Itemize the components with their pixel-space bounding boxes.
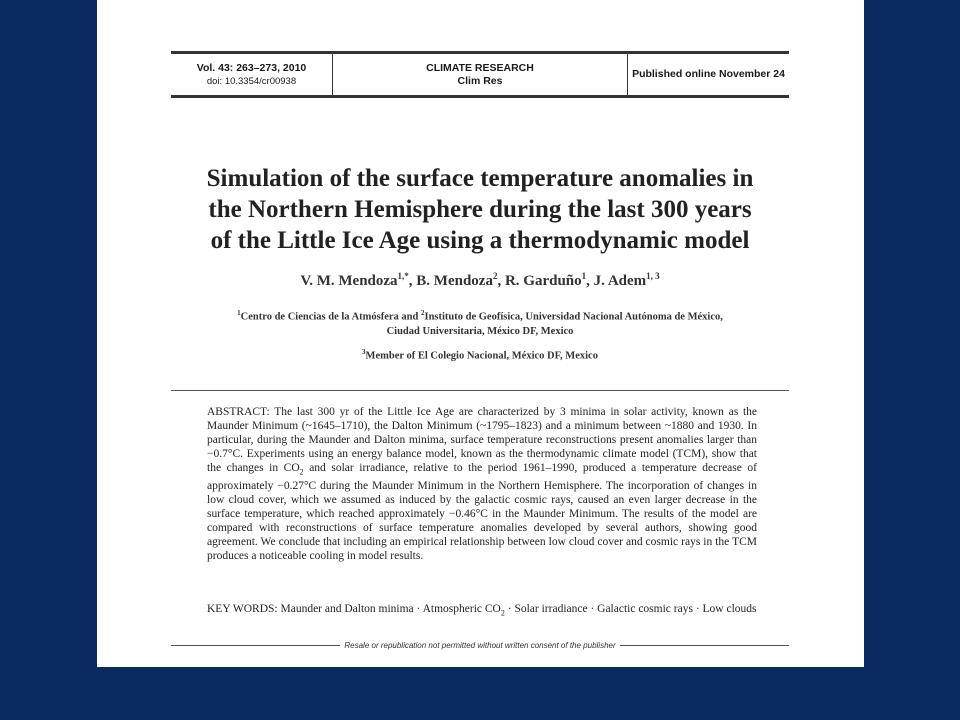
- author-separator: ,: [408, 273, 417, 289]
- affil-text: Instituto de Geofísica, Universidad Nacional Autónoma de México,: [424, 311, 723, 323]
- affil-sup: 3: [362, 347, 366, 356]
- author-affil-sup: 2: [492, 271, 498, 281]
- title-line: the Northern Hemisphere during the last 300 years: [208, 196, 752, 223]
- volume-info: [171, 54, 333, 95]
- author-affil-sup: 1: [581, 271, 587, 281]
- keywords-label: KEY WORDS:: [207, 603, 278, 615]
- journal-name: [333, 54, 628, 95]
- section-divider: [171, 390, 789, 391]
- author-affil-sup: 1,*: [397, 271, 409, 281]
- affil-text: Member of El Colegio Nacional, México DF, Mexico: [365, 350, 598, 361]
- author-affil-sup: 1, 3: [646, 271, 660, 281]
- keywords-text: Maunder and Dalton minima · Atmospheric CO: [277, 603, 501, 615]
- abstract-label: ABSTRACT:: [207, 406, 270, 418]
- keywords: [207, 602, 757, 620]
- abstract-text: and solar irradiance, relative to the period 1961–1990, produced a temperature decrease of approximately −0.27°C during the Maunder Minimum in the Northern Hemisphere. The incorporation of changes in low cloud cover, which we assumed as induced by the galactic cosmic rays, caused an even larger decrease in the surface temperature, which reached approximately −0.46°C in the Maunder Minimum. The results of the model are compared with reconstructions of surface temperature anomalies developed by several authors, showing good agreement. We conclude that including an empirical relationship between low cloud cover and cosmic rays in the TCM produces a noticeable cooling in model results.: [207, 462, 757, 563]
- affil-sup: 1: [237, 309, 241, 317]
- footer-rule: [620, 645, 789, 646]
- paper-page: [97, 0, 864, 667]
- author-name: B. Mendoza: [416, 273, 493, 289]
- author-separator: ,: [586, 273, 594, 289]
- affiliations: [157, 306, 803, 363]
- journal-header: [171, 51, 789, 98]
- journal-title: CLIMATE RESEARCH: [426, 61, 534, 74]
- keywords-text: · Solar irradiance · Galactic cosmic rays · Low clouds: [504, 603, 757, 615]
- affil-sup: 2: [420, 309, 425, 317]
- footer-rule: [171, 645, 340, 646]
- co2-subscript: 2: [299, 467, 304, 477]
- author-list: [157, 271, 803, 290]
- title-line: Simulation of the surface temperature anomalies in: [206, 165, 754, 192]
- abstract-text: The last 300 yr of the Little Ice Age are characterized by 3 minima in solar activity, known as the Maunder Minimum (~1645–1710), the Dalton Minimum (~1795–1823) and a minimum between ~1880 and 1930. In particular, during the Maunder and Dalton minima, surface temperature reconstructions present anomalies larger than −0.7°C. Experiments using an energy balance model, known as the thermodynamic climate model (TCM), show that the changes in CO: [207, 406, 757, 474]
- author-name: R. Garduño: [504, 273, 582, 289]
- footer-text: Resale or republication not permitted without written consent of the publisher: [344, 640, 616, 650]
- published-label: Published online November 24: [632, 68, 785, 80]
- co2-subscript: 2: [500, 608, 505, 618]
- republication-notice: [171, 639, 789, 651]
- volume-label: Vol. 43: 263–273, 2010: [196, 61, 307, 74]
- journal-abbrev: Clim Res: [457, 74, 503, 87]
- author-name: J. Adem: [593, 273, 647, 289]
- paper-title: [157, 163, 803, 256]
- doi-label: doi: 10.3354/cr00938: [206, 75, 297, 87]
- title-line: of the Little Ice Age using a thermodynamic model: [210, 227, 750, 254]
- affiliation-line: [157, 306, 803, 325]
- publication-date: [628, 54, 789, 95]
- affiliation-line: [157, 345, 803, 364]
- author-separator: ,: [497, 273, 505, 289]
- affil-text: Centro de Ciencias de la Atmósfera and: [240, 311, 421, 323]
- abstract: [207, 405, 757, 563]
- author-name: V. M. Mendoza: [300, 273, 398, 289]
- affiliation-line: Ciudad Universitaria, México DF, Mexico: [386, 325, 574, 337]
